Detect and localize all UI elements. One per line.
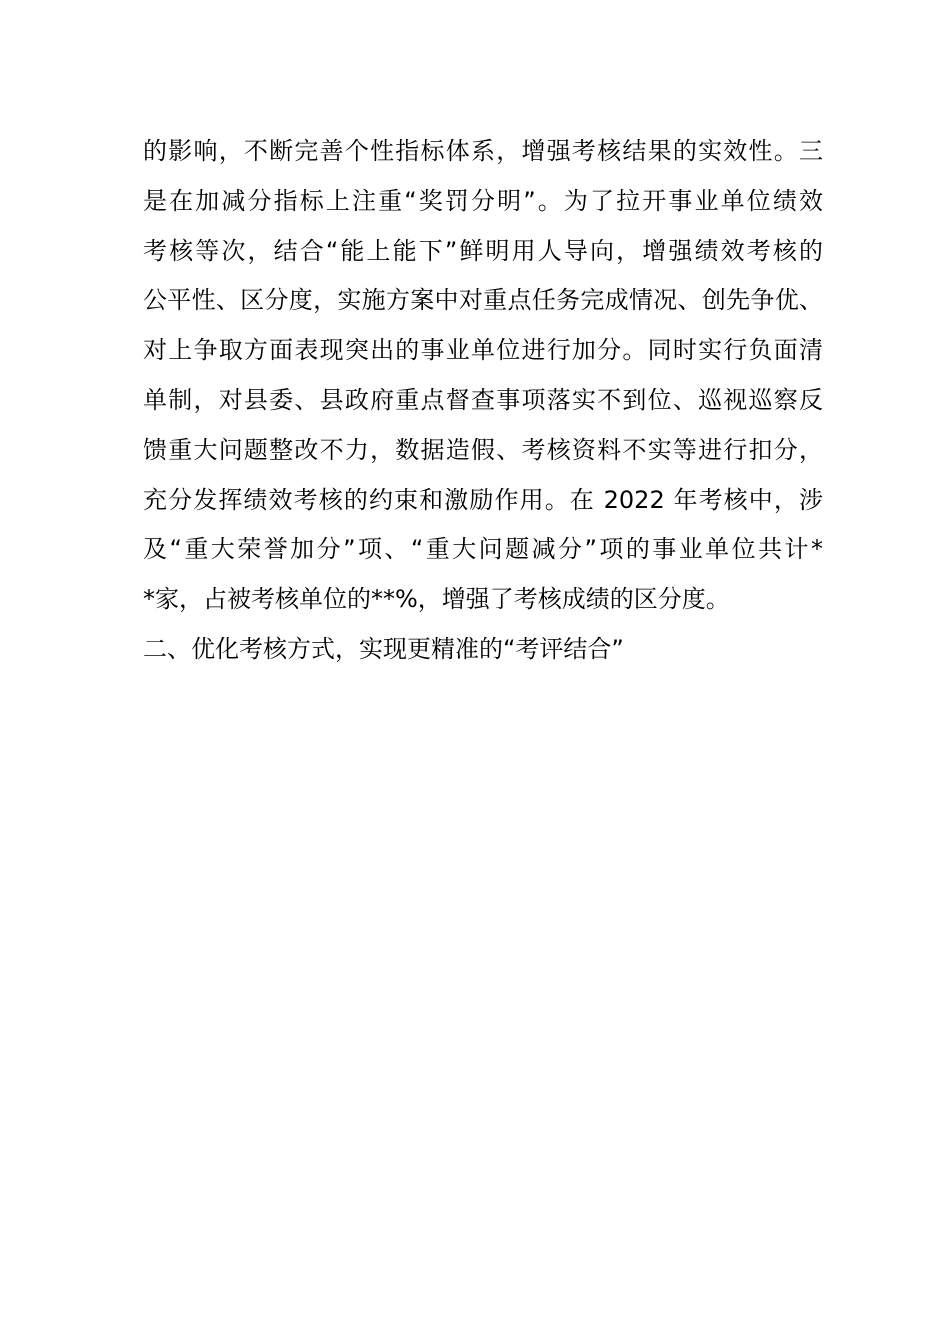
paragraph-line: 的影响，不断完善个性指标体系，增强考核结果的实效性。三	[143, 137, 823, 165]
paragraph-line: 及“重大荣誉加分”项、“重大问题减分”项的事业单位共计*	[143, 535, 823, 564]
body-text	[143, 127, 823, 675]
paragraph-line: 是在加减分指标上注重“奖罚分明”。为了拉开事业单位绩效	[143, 186, 823, 215]
paragraph-line: 公平性、区分度，实施方案中对重点任务完成情况、创先争优、	[143, 286, 823, 315]
paragraph-line: 充分发挥绩效考核的约束和激励作用。在 2022 年考核中，涉	[143, 485, 823, 514]
paragraph-line: 考核等次，结合“能上能下”鲜明用人导向，增强绩效考核的	[143, 236, 823, 265]
paragraph-line: 对上争取方面表现突出的事业单位进行加分。同时实行负面清	[143, 336, 823, 365]
paragraph-line: 单制，对县委、县政府重点督查事项落实不到位、巡视巡察反	[143, 385, 823, 414]
section-heading: 二、优化考核方式，实现更精准的“考评结合”	[143, 634, 624, 663]
paragraph-line: 馈重大问题整改不力，数据造假、考核资料不实等进行扣分，	[143, 435, 823, 464]
paragraph-line: *家，占被考核单位的**%，增强了考核成绩的区分度。	[143, 585, 730, 614]
